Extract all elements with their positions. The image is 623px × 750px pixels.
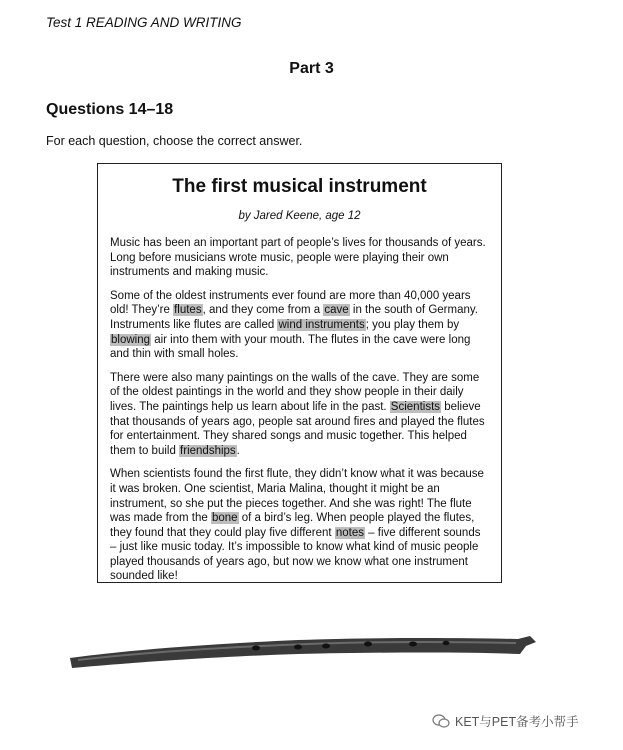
highlighted-keyword: friendships bbox=[180, 444, 236, 457]
paragraph-text: . bbox=[236, 444, 240, 457]
wechat-icon bbox=[432, 714, 450, 728]
paragraph-text: ; you play them by bbox=[365, 318, 460, 331]
paragraph-text: air into them with your mouth. The flutes in the cave were long and thin with small holes. bbox=[110, 333, 471, 361]
article-box bbox=[97, 163, 502, 583]
paragraph-text: Some of the oldest instruments ever found are more than 40,000 years old! They’re bbox=[110, 289, 471, 317]
paragraph-text: Music has been an important part of people’s lives for thousands of years. Long before musicians wrote music, people were playing their own instruments and making music. bbox=[110, 237, 486, 279]
paragraph-text: in the south of Germany. Instruments like flutes are called bbox=[110, 304, 478, 331]
paragraph-text: – five different sounds – just like music today. It’s impossible to know what kind of music people played thousands of years ago, but now we know what one instrument sounded like! bbox=[110, 526, 481, 583]
article-byline: by Jared Keene, age 12 bbox=[238, 210, 361, 222]
highlighted-keyword: bone bbox=[211, 512, 238, 525]
highlighted-keyword: Scientists bbox=[390, 400, 441, 413]
test-header: Test 1 READING AND WRITING bbox=[46, 15, 242, 30]
watermark bbox=[432, 712, 579, 730]
paragraph-text: , and they come from a bbox=[202, 304, 324, 317]
paragraph-text: of a bird’s leg. When people played the flutes, they found that they could play five different bbox=[110, 512, 475, 539]
paragraph-text: believe that thousands of years ago, people sat around fires and played the flutes for entertainment. They shared songs and music together. This helped them to build bbox=[110, 400, 485, 457]
article-title: The first musical instrument bbox=[172, 176, 427, 197]
highlighted-keyword: flutes bbox=[174, 304, 202, 317]
paragraph-text: There were also many paintings on the walls of the cave. They are some of the oldest paintings in the world and they show people in their daily lives. The paintings help us learn about life in the past. bbox=[110, 371, 480, 413]
article-body bbox=[110, 236, 489, 584]
article-paragraph bbox=[110, 371, 489, 459]
instruction-text: For each question, choose the correct answer. bbox=[46, 134, 303, 148]
questions-title: Questions 14–18 bbox=[46, 101, 174, 118]
highlighted-keyword: cave bbox=[324, 304, 349, 317]
highlighted-keyword: notes bbox=[335, 526, 364, 539]
article-paragraph bbox=[110, 236, 489, 280]
article-paragraph bbox=[110, 467, 489, 584]
bone-flute-image bbox=[68, 630, 538, 680]
highlighted-keyword: blowing bbox=[111, 333, 150, 346]
part-title: Part 3 bbox=[289, 60, 334, 77]
watermark-text: KET与PET备考小帮手 bbox=[455, 715, 579, 729]
paragraph-text: When scientists found the first flute, they didn’t know what it was because it was broken. One scientist, Maria Malina, thought it might be an instrument, so she put the pieces together. And she was right! The flute was made from the bbox=[110, 468, 484, 525]
highlighted-keyword: wind instruments bbox=[278, 318, 365, 331]
article-paragraph bbox=[110, 289, 489, 362]
